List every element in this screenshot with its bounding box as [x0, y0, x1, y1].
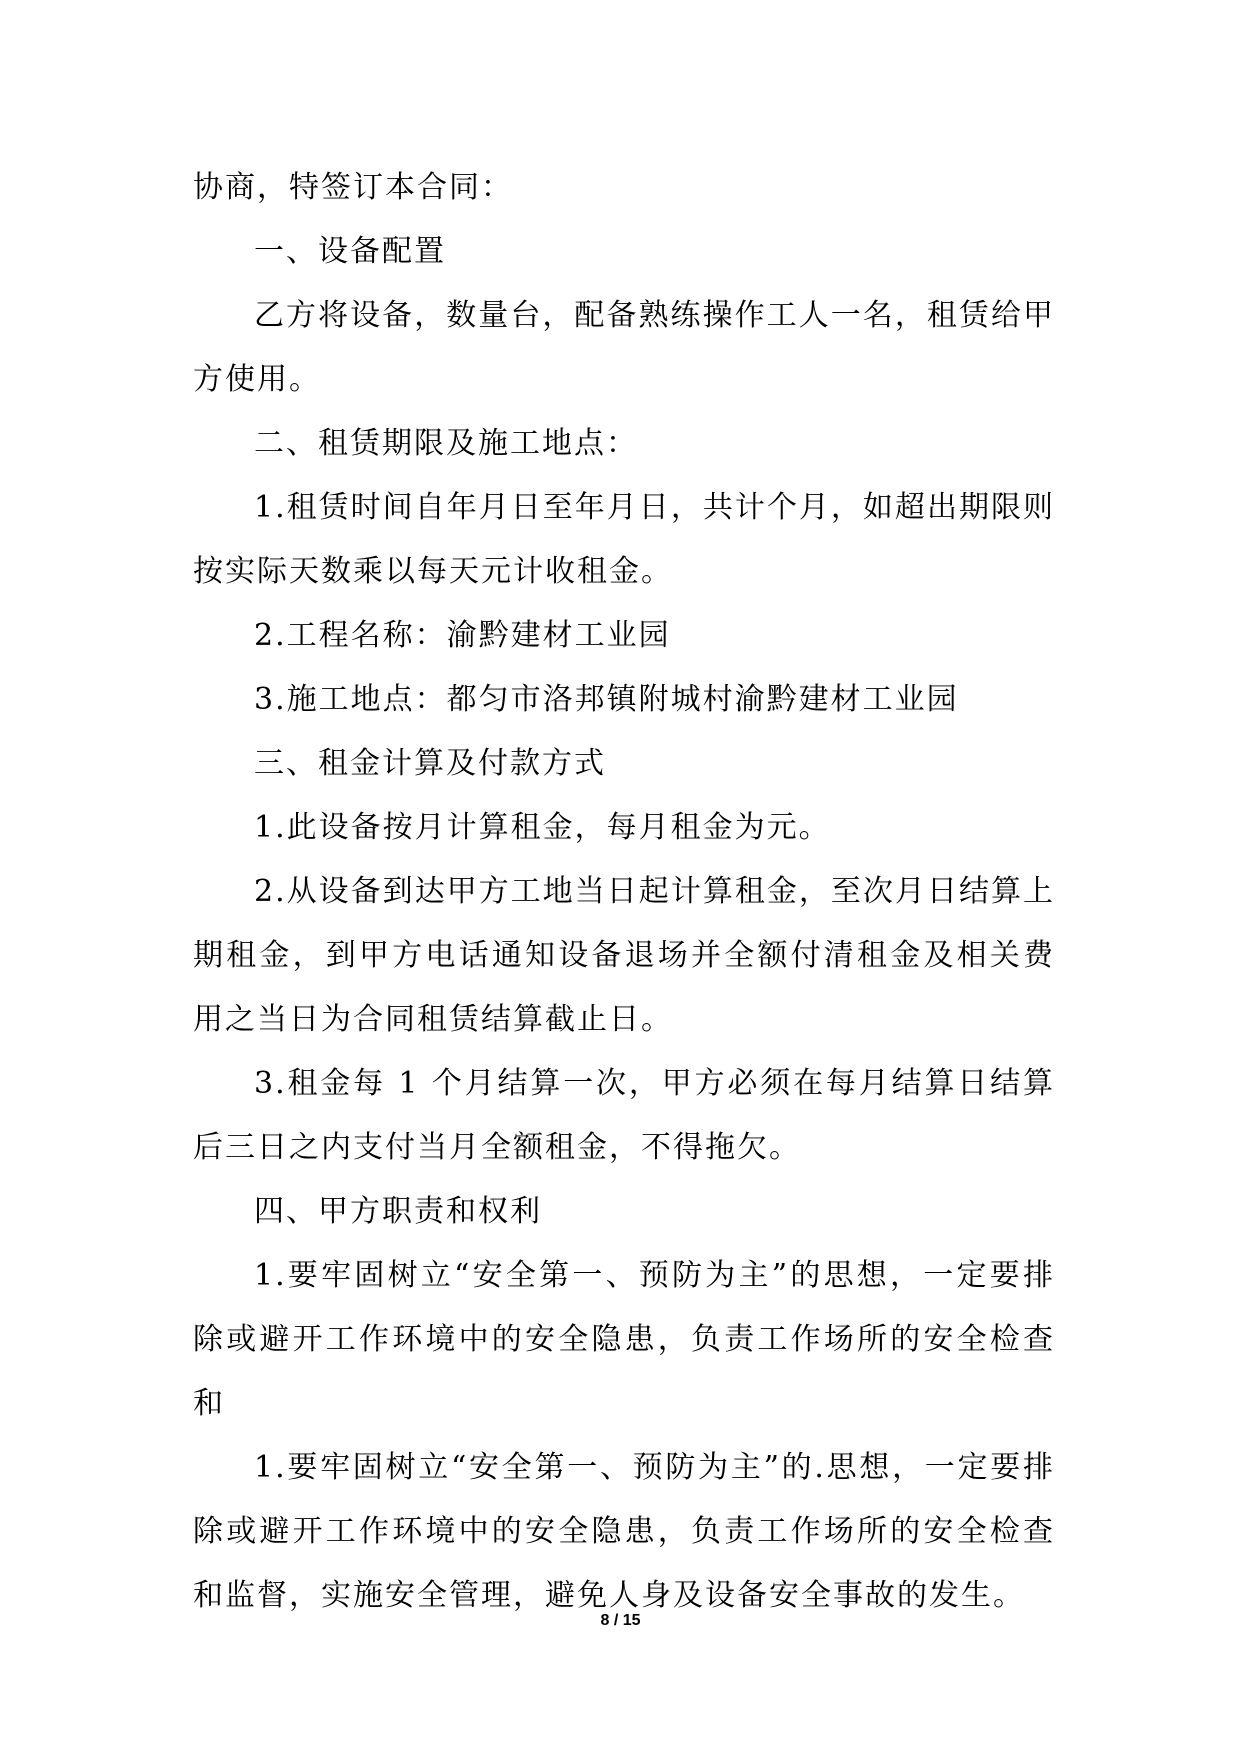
document-body — [193, 156, 1055, 1628]
section-heading: 一、设备配置 — [254, 234, 446, 269]
paragraph: 1.租赁时间自年月日至年月日，共计个月，如超出期限则按实际天数乘以每天元计收租金。 — [193, 490, 1055, 589]
paragraph: 2.工程名称：渝黔建材工业园 — [254, 618, 671, 653]
paragraph: 3.租金每 1 个月结算一次，甲方必须在每月结算日结算后三日之内支付当月全额租金，不得拖欠。 — [193, 1066, 1055, 1165]
paragraph: 乙方将设备，数量台，配备熟练操作工人一名，租赁给甲方使用。 — [193, 298, 1055, 397]
paragraph: 3.施工地点：都匀市洛邦镇附城村渝黔建材工业园 — [254, 682, 959, 717]
paragraph: 1.此设备按月计算租金，每月租金为元。 — [254, 810, 831, 845]
paragraph: 1.要牢固树立“安全第一、预防为主”的思想，一定要排除或避开工作环境中的安全隐患，负责工作场所的安全检查和 — [193, 1258, 1055, 1421]
paragraph: 协商，特签订本合同： — [193, 170, 513, 205]
paragraph: 1.要牢固树立“安全第一、预防为主”的.思想，一定要排除或避开工作环境中的安全隐患，负责工作场所的安全检查和监督，实施安全管理，避免人身及设备安全事故的发生。 — [193, 1450, 1055, 1613]
section-heading: 四、甲方职责和权利 — [254, 1194, 542, 1229]
section-heading: 二、租赁期限及施工地点： — [254, 426, 638, 461]
page-number: 8 / 15 — [600, 1612, 641, 1629]
paragraph: 2.从设备到达甲方工地当日起计算租金，至次月日结算上期租金，到甲方电话通知设备退场并全额付清租金及相关费用之当日为合同租赁结算截止日。 — [193, 874, 1055, 1037]
section-heading: 三、租金计算及付款方式 — [254, 746, 606, 781]
